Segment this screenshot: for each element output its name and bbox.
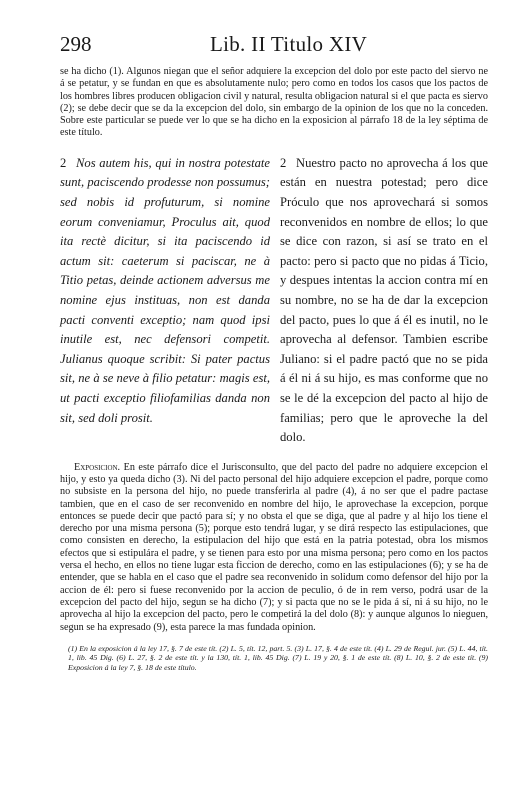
spanish-column — [280, 154, 488, 448]
latin-text: Nos autem his, qui in nostra potestate sunt, paciscendo prodesse non possumus; sed nobis id profuturum, si nomine eorum conveniamur, Proculus ait, quod ita rectè dicitur, si ita paciscendo id actum sit: caeterum si paciscar, ne à Titio petas, deinde actionem adversus me nomine ejus instituas, non est danda pacti conventi exceptio; nam quod ipsi inutile est, nec defensori competit. Julianus quoque scribit: Si pater pactus sit, ne à se neve à filio petatur: magis est, ut pacti exceptio filiofamilias danda non sit, sed doli prosit. — [60, 155, 270, 425]
page-header — [60, 32, 488, 66]
intro-paragraph: se ha dicho (1). Algunos niegan que el señor adquiere la excepcion del dolo por este pacto del siervo ne á se petatur, y se fundan en que es absolutamente nulo; pero como en todos los casos que los pactos de los hombres libres producen obligacion civil y natural, resulta obligacion natural si el que pacta es siervo (2); se debe decir que se da la excepcion del dolo, sin embargo de la opinion de los que no la conceden. Sobre este particular se puede ver lo que se ha dicho en la exposicion al párrafo 18 de la ley séptima de este título. — [60, 66, 488, 139]
latin-paragraph-number: 2 — [60, 155, 67, 170]
parallel-text-columns — [60, 154, 488, 448]
latin-column — [60, 154, 270, 448]
exposition-paragraph — [60, 462, 488, 634]
footnotes: (1) En la exposicion á la ley 17, §. 7 de este tít. (2) L. 5, tít. 12, part. 5. (3) L. 17, §. 4 de este tít. (4) L. 29 de Regul. jur. (5) L. 44, tít. 1, lib. 45 Dig. (6) L. 27, §. 2 de este tít. y la 130, tít. 1, lib. 45 Dig. (7) L. 19 y 20, §. 1 de este tít. (8) L. 10, §. 2 de este tít. (9) Exposicion á la ley 7, §. 18 de este título. — [68, 643, 488, 673]
exposition-label: Exposicion. — [74, 461, 121, 473]
spanish-paragraph-number: 2 — [280, 155, 287, 170]
page-number: 298 — [60, 32, 92, 56]
spanish-text: Nuestro pacto no aprovecha á los que están en nuestra potestad; pero dice Próculo que nos aprovechará si somos reconvenidos en nombre de ellos; lo que se dice con razon, si así se trato en el pacto: pero si pacto que no pidas á Ticio, y despues intentas la accion contra mí en su nombre, no se ha de dar la excepcion del pacto, pues lo que á él es inutil, no le aprovecha al defensor. Tambien escribe Juliano: si el padre pactó que no se pida á él ni á su hijo, es mas conforme que no se le dé la excepcion del pacto al hijo de familias; pero que le aproveche la del dolo. — [280, 155, 488, 445]
running-title: Lib. II Titulo XIV — [210, 32, 368, 56]
exposition-text: En este párrafo dice el Jurisconsulto, que del pacto del padre no adquiere excepcion el hijo, y esto ya queda dicho (3). Ni del pacto personal del hijo adquiere excepcion el padre, porque como no subsiste en la persona del hijo, no puede transferirla al padre (4), á no ser que el padre pactase tambien, que en el caso de ser reconvenido en nombre del hijo, le aprovechase la excepcion, porque entonces se puede decir que pactó para sí; y no obsta el que se diga, que al padre y al hijo los tiene el derecho por una misma persona (5); porque esto tendrá lugar, y se dirá respecto las estipulaciones, que como consisten en derecho, la estipulacion del hijo que está en la patria potestad, obra los mismos efectos que si estipulára el padre, y se tienen para esto por una misma persona; pero como en los pactos versa el hecho, en ellos no tiene lugar esta ficcion de derecho, como en las estipulaciones (6); y se ha de entender, que se habla en el caso que el padre sea reconvenido in solidum como defensor del hijo por la accion de él: pero si fuese reconvenido por la accion de peculio, ó de in rem verso, podrá usar de la excepcion del pacto del hijo, segun se ha dicho (7); y si pacta que no se le pida á sí, ni á su hijo, no le aprovecha al hijo la excepcion del pacto, pero le competirá la del dolo (8): y aunque algunos lo nieguen, segun se ha expresado (9), esta parece la mas fundada opinion. — [60, 461, 488, 633]
